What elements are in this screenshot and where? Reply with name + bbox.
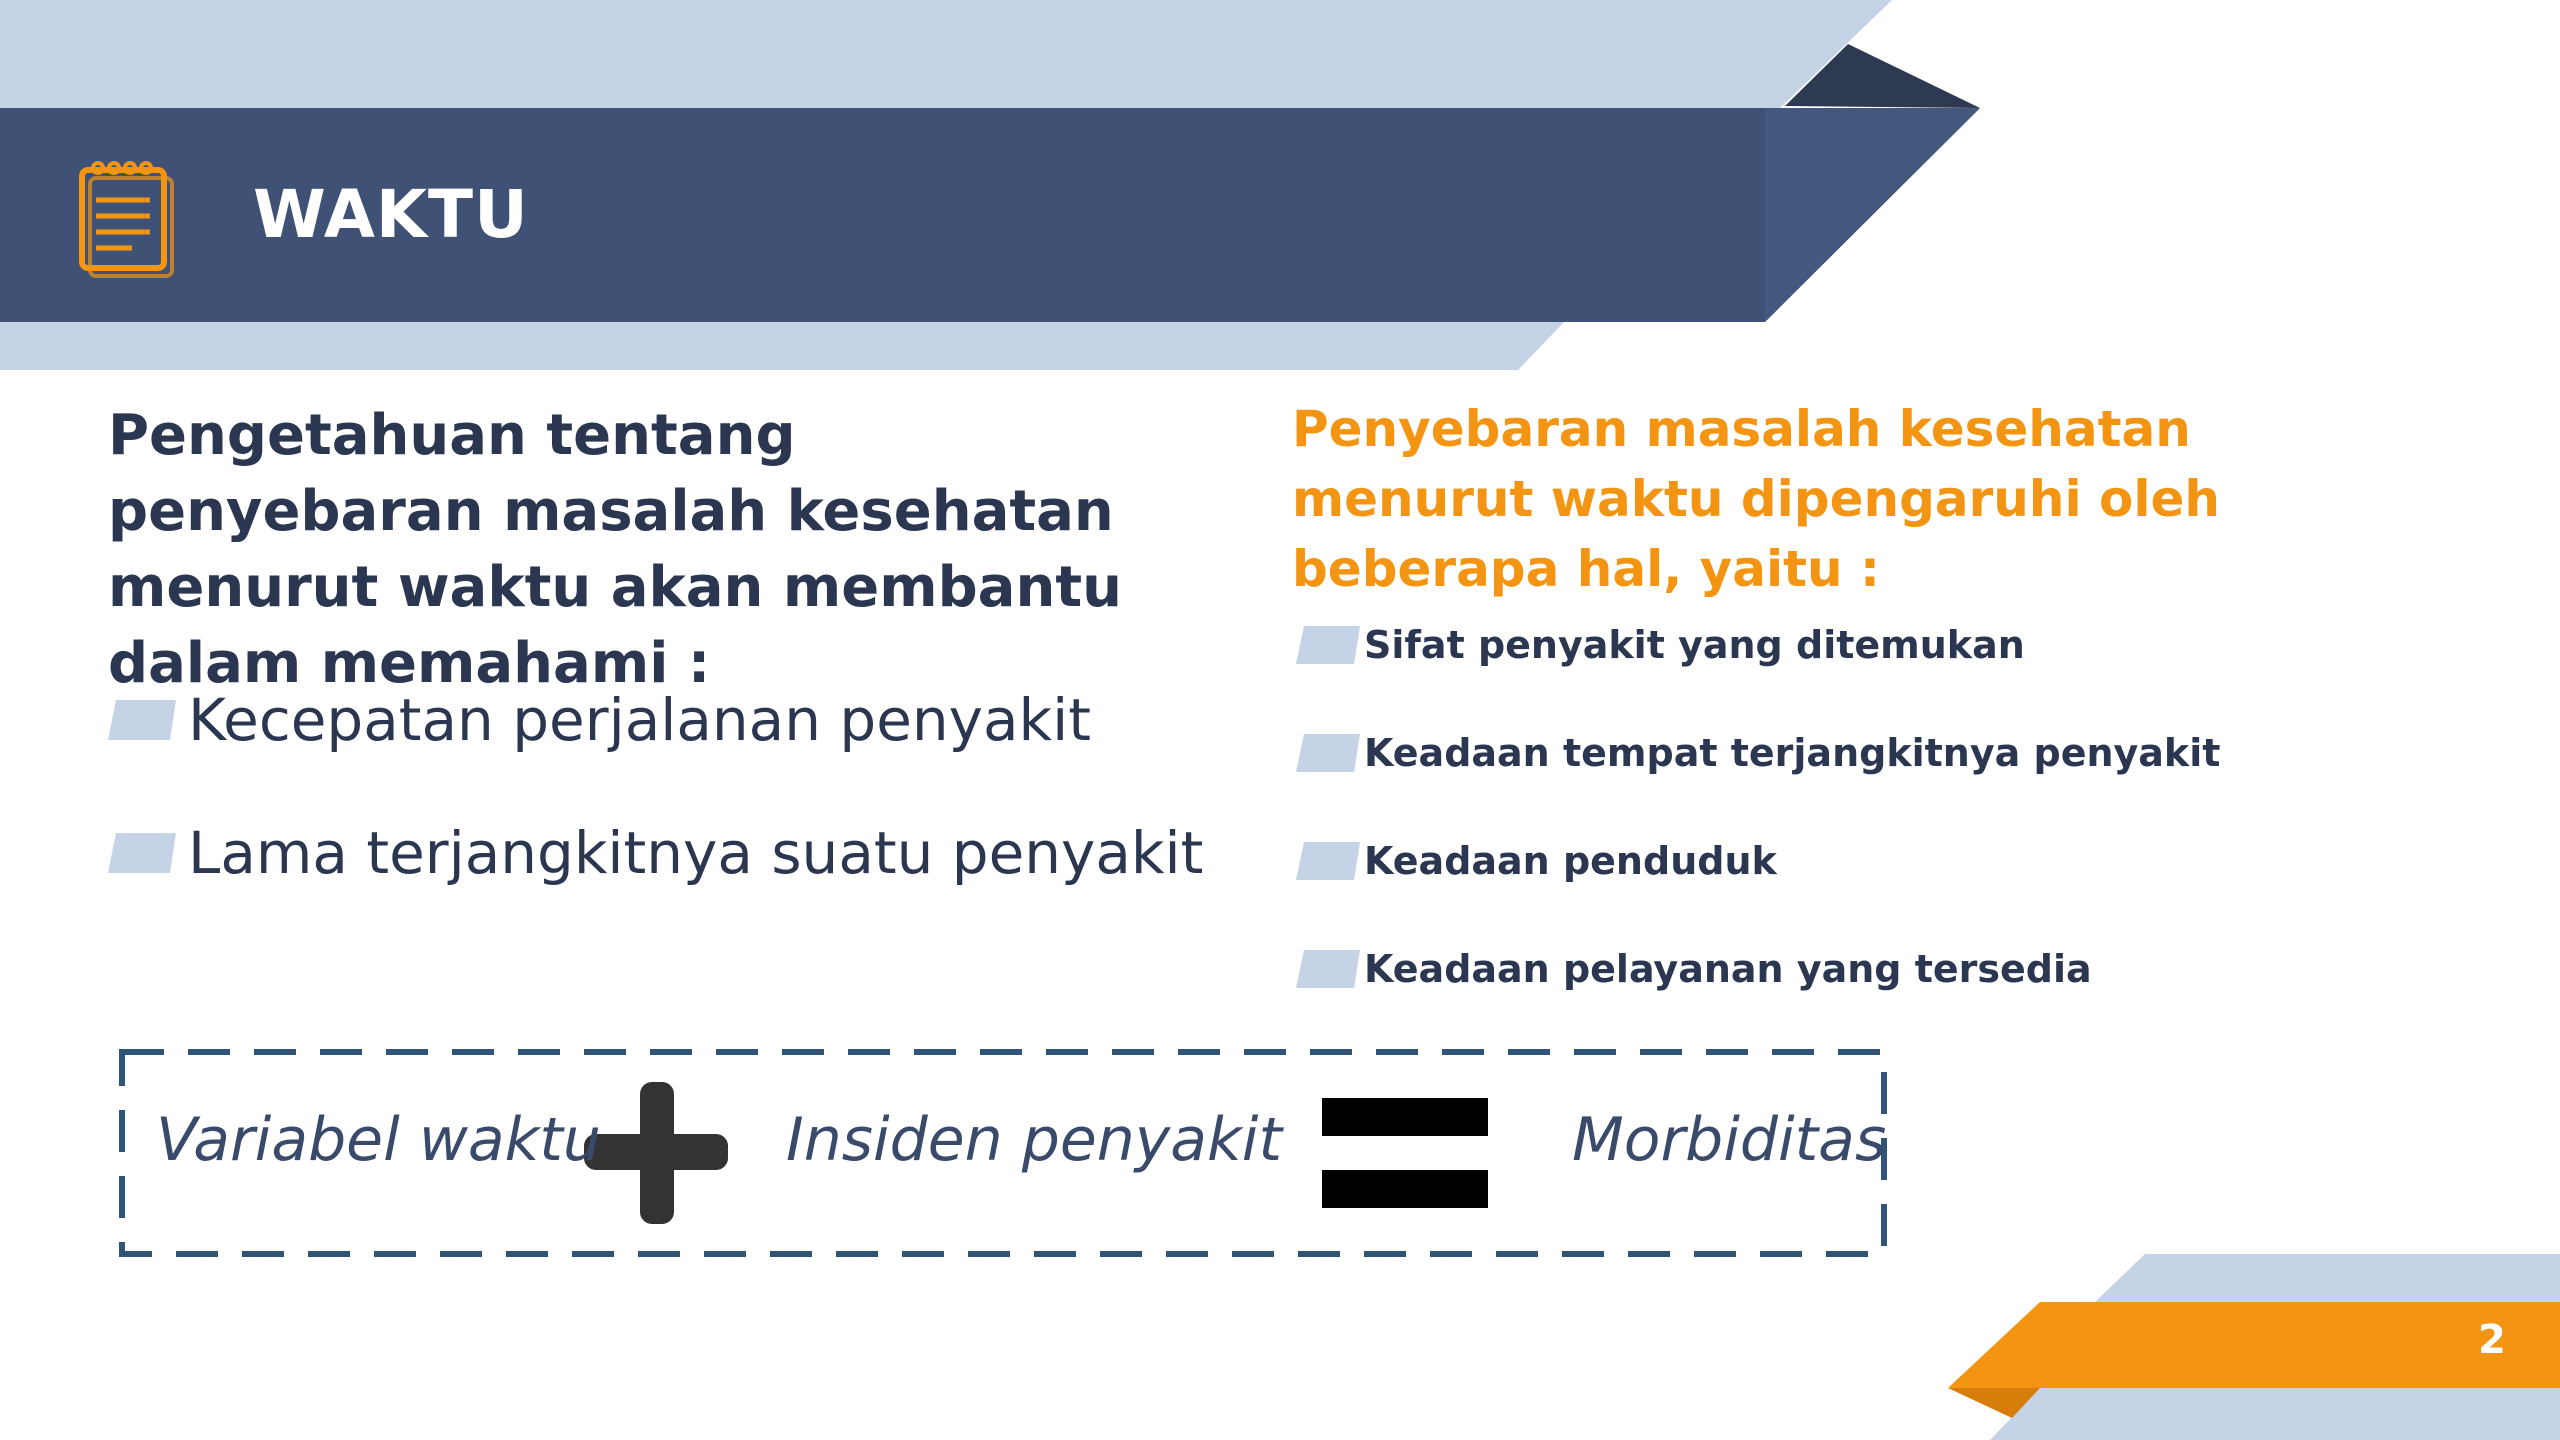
bottom-light-band-top: [2095, 1254, 2560, 1302]
bottom-light-band-bottom: [1990, 1388, 2560, 1440]
equals-sign: [1322, 1098, 1488, 1208]
header-band-arrow-shade: [1765, 108, 1980, 322]
header-lower-light-band: [0, 318, 1568, 370]
top-light-band: [0, 0, 1892, 108]
right-item-label: Keadaan tempat terjangkitnya penyakit: [1364, 731, 2221, 775]
left-item-label: Kecepatan perjalanan penyakit: [188, 686, 1091, 754]
bullet-parallelogram-icon: [1296, 950, 1360, 988]
bullet-parallelogram-icon: [108, 833, 176, 873]
right-item-label: Sifat penyakit yang ditemukan: [1364, 623, 2025, 667]
right-item-label: Keadaan pelayanan yang tersedia: [1364, 947, 2092, 991]
bottom-orange-band: [1948, 1302, 2560, 1388]
left-list-item: [108, 680, 1091, 760]
left-item-label: Lama terjangkitnya suatu penyakit: [188, 819, 1204, 887]
right-list-item: [1296, 939, 2092, 999]
left-heading: Pengetahuan tentang penyebaran masalah kesehatan menurut waktu akan membantu dalam memahami :: [108, 403, 1122, 696]
right-heading: Penyebaran masalah kesehatan menurut waktu dipengaruhi oleh beberapa hal, yaitu :: [1292, 400, 2221, 598]
right-list-item: [1296, 615, 2025, 675]
bullet-parallelogram-icon: [108, 700, 176, 740]
right-list-item: [1296, 723, 2220, 783]
notepad-icon: [76, 160, 176, 278]
page-title: WAKTU: [253, 176, 529, 253]
right-list-item: [1296, 831, 1777, 891]
plus-sign: [584, 1082, 728, 1224]
equation-result-morbiditas: Morbiditas: [1572, 1105, 1887, 1175]
page-number: 2: [2478, 1317, 2506, 1363]
bullet-parallelogram-icon: [1296, 842, 1360, 880]
equation-term-variabel-waktu: Variabel waktu: [156, 1105, 601, 1175]
left-list-item: [108, 813, 1203, 893]
equation-term-insiden-penyakit: Insiden penyakit: [786, 1105, 1282, 1175]
right-item-label: Keadaan penduduk: [1364, 839, 1777, 883]
bullet-parallelogram-icon: [1296, 626, 1360, 664]
bullet-parallelogram-icon: [1296, 734, 1360, 772]
